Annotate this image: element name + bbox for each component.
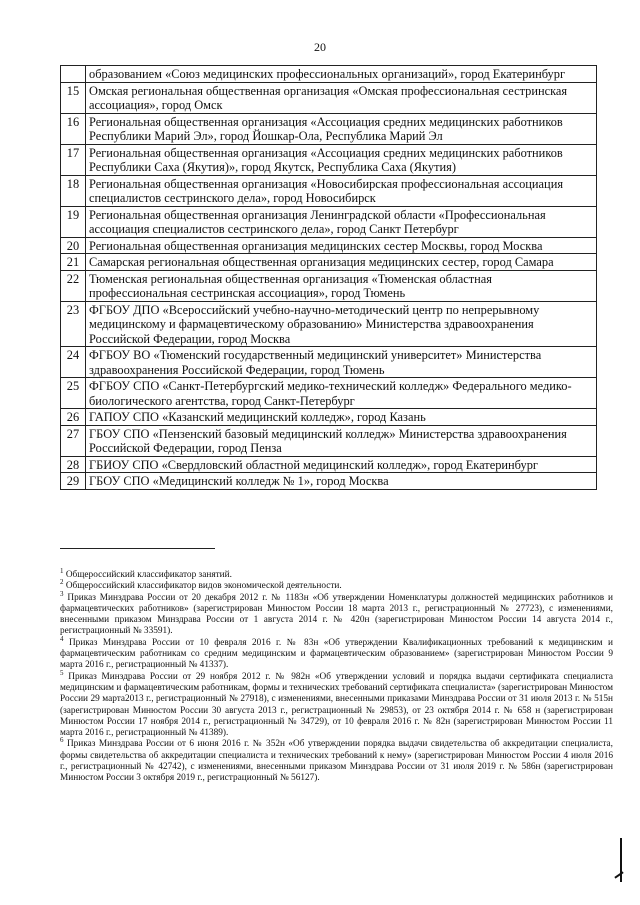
table-row bbox=[61, 206, 597, 237]
table-row bbox=[61, 175, 597, 206]
table-row bbox=[61, 66, 597, 83]
organization-name: ФГБОУ СПО «Санкт-Петербургский медико-технический колледж» Федерального медико-биологического агентства, город Санкт-Петербург bbox=[86, 378, 597, 409]
organizations-table bbox=[60, 65, 597, 490]
organization-name: Региональная общественная организация «Ассоциация средних медицинских работников Республики Марий Эл», город Йошкар-Ола, Республика Марий Эл bbox=[86, 113, 597, 144]
row-number: 15 bbox=[61, 82, 86, 113]
row-number: 25 bbox=[61, 378, 86, 409]
footnote-text: Общероссийский классификатор занятий. bbox=[65, 570, 232, 580]
row-number: 22 bbox=[61, 270, 86, 301]
table-row bbox=[61, 301, 597, 347]
row-number: 24 bbox=[61, 347, 86, 378]
row-number: 19 bbox=[61, 206, 86, 237]
table-row bbox=[61, 378, 597, 409]
table-row bbox=[61, 144, 597, 175]
scan-edge-mark bbox=[620, 838, 622, 882]
table-row bbox=[61, 425, 597, 456]
footnote-mark: 4 bbox=[60, 634, 64, 643]
footnote-mark: 6 bbox=[60, 736, 64, 745]
organization-name: ГБОУ СПО «Пензенский базовый медицинский колледж» Министерства здравоохранения Российской Федерации, город Пенза bbox=[86, 425, 597, 456]
organization-name: Региональная общественная организация «Ассоциация средних медицинских работников Республики Саха (Якутия)», город Якутск, Республика Саха (Якутия) bbox=[86, 144, 597, 175]
footnote bbox=[60, 589, 614, 638]
organization-name: Омская региональная общественная организация «Омская профессиональная сестринская ассоциация», город Омск bbox=[86, 82, 597, 113]
footnote-mark: 5 bbox=[60, 668, 64, 677]
footnote bbox=[60, 668, 613, 740]
row-number: 16 bbox=[61, 113, 86, 144]
organization-name: ГАПОУ СПО «Казанский медицинский колледж», город Казань bbox=[86, 409, 597, 426]
organization-name: ГБИОУ СПО «Свердловский областной медицинский колледж», город Екатеринбург bbox=[86, 456, 597, 473]
footnote-mark: 1 bbox=[60, 566, 64, 575]
footnote bbox=[60, 634, 613, 672]
footnote-text: Приказ Минздрава России от 29 ноября 2012 г. № 982н «Об утверждении условий и порядка выдачи сертификата специалиста медицинским и фармацевтическим работникам, формы и технических требований сертификата специалиста» (зарегистрирован Минюстом России 29 марта2013 г., регистрационный № 27918), с изменениями, внесенными приказами Минздрава России от 31 июля 2013 г. № 515н (зарегистрирован Минюстом России 30 августа 2013 г., регистрационный № 29853), от 23 октября 2014 г. № 658 н (зарегистрирован Минюстом России 17 ноября 2014 г., регистрационный № 34729), от 10 февраля 2016 г. № 82н (зарегистрирован Минюстом России 11 марта 2016 г., регистрационный № 41389). bbox=[60, 671, 613, 739]
organization-name: образованием «Союз медицинских профессиональных организаций», город Екатеринбург bbox=[86, 66, 597, 83]
footnote-mark: 3 bbox=[60, 589, 64, 598]
footnote-text: Приказ Минздрава России от 10 февраля 2016 г. № 83н «Об утверждении Квалификационных требований к медицинским и фармацевтическим работникам со средним медицинским и фармацевтическим образованием» (зарегистрирован Минюстом России 9 марта 2016 г., регистрационный № 41337). bbox=[60, 637, 613, 671]
row-number: 20 bbox=[61, 237, 86, 254]
footnote bbox=[60, 566, 613, 581]
table-row bbox=[61, 347, 597, 378]
table-row bbox=[61, 456, 597, 473]
footnote bbox=[60, 736, 613, 784]
row-number: 21 bbox=[61, 254, 86, 271]
page-number: 20 bbox=[314, 40, 326, 54]
row-number: 28 bbox=[61, 456, 86, 473]
organization-name: ФГБОУ ВО «Тюменский государственный медицинский университет» Министерства здравоохранения Российской Федерации, город Тюмень bbox=[86, 347, 597, 378]
row-number: 23 bbox=[61, 301, 86, 347]
footnote-text: Приказ Минздрава России от 6 июня 2016 г. № 352н «Об утверждении порядка выдачи свидетельства об аккредитации специалиста, формы свидетельства об аккредитации специалиста и технических требований к нему» (зарегистрирован Минюстом России 4 июля 2016 г., регистрационный № 42742), с изменениями, внесенными приказом Минздрава России от 31 июля 2019 г. № 586н (зарегистрирован Минюстом России 3 октября 2019 г., регистрационный № 56127). bbox=[60, 739, 613, 784]
organization-name: ФГБОУ ДПО «Всероссийский учебно-научно-методический центр по непрерывному медицинскому и фармацевтическому образованию» Министерства здравоохранения Российской Федерации, город Москва bbox=[86, 301, 597, 347]
organization-name: Региональная общественная организация Ленинградской области «Профессиональная ассоциация специалистов сестринского дела», город Санкт Петербург bbox=[86, 206, 597, 237]
organization-name: ГБОУ СПО «Медицинский колледж № 1», город Москва bbox=[86, 473, 597, 490]
footnote-text: Приказ Минздрава России от 20 декабря 2012 г. № 1183н «Об утверждении Номенклатуры должностей медицинских работников и фармацевтических работников» (зарегистрирован Минюстом России 18 марта 2013 г., регистрационный № 27723), с изменениями, внесенными приказом Минздрава России от 1 августа 2014 г. № 420н (зарегистрирован Минюстом России 14 августа 2014 г., регистрационный № 33591). bbox=[60, 592, 614, 637]
footnote-divider bbox=[60, 548, 215, 549]
footnote-text: Общероссийский классификатор видов экономической деятельности. bbox=[65, 581, 342, 592]
organization-name: Региональная общественная организация медицинских сестер Москвы, город Москва bbox=[86, 237, 597, 254]
row-number: 18 bbox=[61, 175, 86, 206]
row-number: 26 bbox=[61, 409, 86, 426]
footnote bbox=[60, 578, 613, 592]
table-row bbox=[61, 113, 597, 144]
table-row bbox=[61, 254, 597, 271]
table-row bbox=[61, 270, 597, 301]
table-row bbox=[61, 237, 597, 254]
footnote-mark: 2 bbox=[60, 578, 64, 587]
footnotes bbox=[60, 566, 614, 785]
row-number: 27 bbox=[61, 425, 86, 456]
row-number: 29 bbox=[61, 473, 86, 490]
organization-name: Тюменская региональная общественная организация «Тюменская областная профессиональная сестринская ассоциация», город Тюмень bbox=[86, 270, 597, 301]
table-row bbox=[61, 409, 597, 426]
table-row bbox=[61, 473, 597, 490]
table-row bbox=[61, 82, 597, 113]
row-number bbox=[61, 66, 86, 83]
organization-name: Самарская региональная общественная организация медицинских сестер, город Самара bbox=[86, 254, 597, 271]
row-number: 17 bbox=[61, 144, 86, 175]
organization-name: Региональная общественная организация «Новосибирская профессиональная ассоциация специалистов сестринского дела», город Новосибирск bbox=[86, 175, 597, 206]
